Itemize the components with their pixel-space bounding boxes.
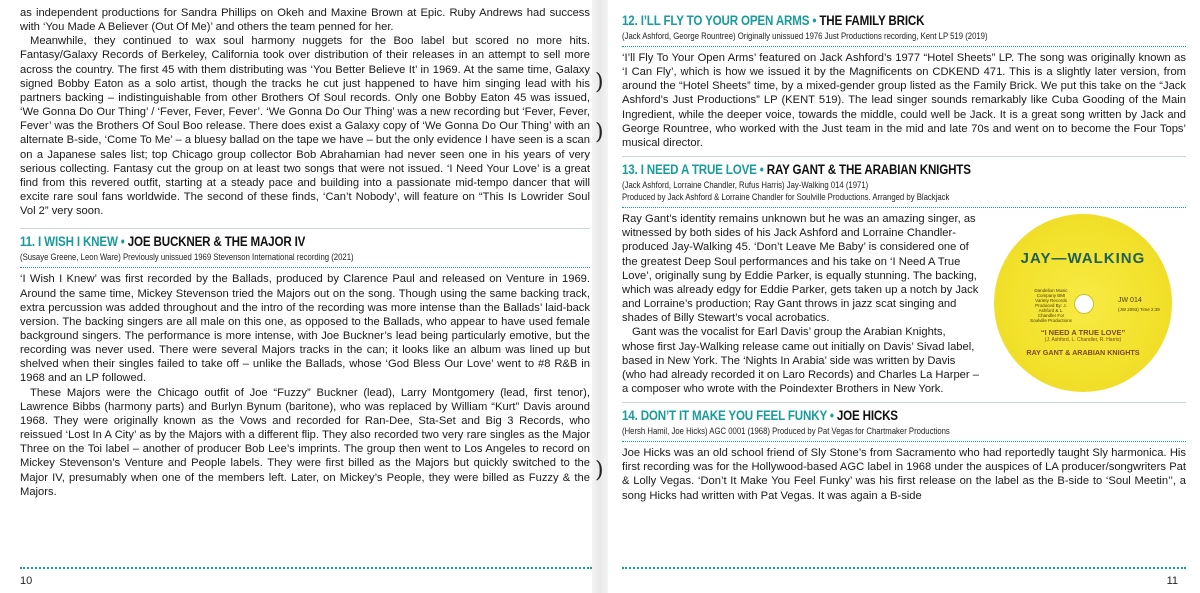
page-number: 11 xyxy=(1166,575,1178,587)
gutter-bracket: ) xyxy=(595,458,604,483)
track-production-credit: Produced by Jack Ashford & Lorraine Chandler for Soulville Productions. Arranged by Blackjack xyxy=(622,192,950,203)
track-artist: JOE BUCKNER & THE MAJOR IV xyxy=(127,234,306,250)
bullet: • xyxy=(120,234,125,250)
body-paragraph: Meanwhile, they continued to wax soul harmony nuggets for the Boo label but scored no more hits. Fantasy/Galaxy Records of Berkeley, California took over distribution of their releases in an attempt to sell more across the country. The first 45 with them distributing was ‘You Better Believe It’ in 1969. At the same time, Galaxy signed Bobby Eaton as a solo artist, though the tracks he cut just happened to have him singing lead with his partners backing – indistinguishable from other Brothers Of Soul records. Only one Bobby Eaton 45 was issued, ‘We Gonna Do Our Thing’ / ‘Fever, Fever, Fever’. ‘We Gonna Do Our Thing’ was a new recording but ‘Fever, Fever, Fever’ was the Brothers Of Soul Boo release. There does exist a Galaxy copy of ‘We Gonna Do Our Thing’ with an alternate B-side, ‘Come To Me’ – a bluesy ballad on the tape we have – but the only evidence I have seen is a scan on a Japanese sales list; top Chicago group collector Bob Abrahamian had never seen one in his years of very serious collecting. Fantasy cut the group on at least two songs that were not issued. ‘I Need Your Love’ is a great find from this revered outfit, starting at a steady pace and building into a passionate mid-tempo dancer that will excite rare soul fans worldwide. The second of these finds, ‘Can’t Nobody’, will feature on “This Is Lowrider Soul Vol 2” very soon. xyxy=(20,35,590,218)
footer-rule xyxy=(622,567,1186,569)
body-paragraph: Ray Gant’s identity remains unknown but he was an amazing singer, as witnessed by both sides of his Jack Ashford and Lorraine Chandler-produced Jay-Walking 45. ‘Don’t Leave Me Baby’ is considered one of the greatest Deep Soul performances and his take on ‘I Need A True Love’, originally sung by Eddie Parker, is equally stunning. The backing, which was already edgy for Eddie Parker, gets taken up a notch by Jack and Lorraine’s production; Ray Gant throws in jazz scat singing and shades of Billy Stewart’s vocal acrobatics. xyxy=(622,213,979,325)
body-paragraph: ‘I’ll Fly To Your Open Arms’ featured on Jack Ashford’s 1977 “Hotel Sheets” LP. The song was originally known as ‘I Can Fly’, which is how we issued it by the Magnificents on CDKEND 471. This is a slightly later version, from around the “Hotel Sheets” time, by a mixed-gender group listed as the Family Brick. We put this take on the “Jack Ashford’s Just Productions” LP (KENT 519). The lead singer sounds remarkably like Cuba Gooding of the Main Ingredient, while the deeper voice, towards the middle, could well be Jack. It is a great song written by Jack and George Rountree, who worked with the Just team in the mid and late 70s and went on to become the Four Tops’ musical director. xyxy=(622,52,1186,149)
track-heading xyxy=(20,228,590,263)
track-title: I’LL FLY TO YOUR OPEN ARMS xyxy=(640,13,810,28)
bullet: • xyxy=(812,13,817,28)
bullet: • xyxy=(759,162,764,178)
track-heading xyxy=(622,402,1186,437)
label-writers: (J. Ashford, L. Chandler, R. Harris) xyxy=(1044,337,1122,344)
track-title: I NEED A TRUE LOVE xyxy=(640,162,757,178)
bullet: • xyxy=(829,408,834,424)
track-artist: RAY GANT & THE ARABIAN KNIGHTS xyxy=(766,162,971,178)
track-number: 12. xyxy=(622,13,638,28)
record-label xyxy=(994,214,1172,392)
track-heading xyxy=(622,12,1186,42)
dotted-rule xyxy=(622,441,1186,442)
record-label-image xyxy=(986,214,1186,392)
track-credit: (Susaye Greene, Leon Ware) Previously unissued 1969 Stevenson International recording (2021) xyxy=(20,252,354,263)
track-number: 13. xyxy=(622,162,638,178)
body-paragraph: ‘I Wish I Knew’ was first recorded by the Ballads, produced by Clarence Paul and released on Venture in 1969. Around the same time, Mickey Stevenson tried the Majors out on the song. Though using the same backing track, extra percussion was added throughout and the intro of the recording was more intense than the Ballads’ laid-back version. The backing singers are all male on this one, as opposed to the Ballads, who appear to have used female background singers. The performance is more intense, with Joe Buckner’s lead being particularly emotive, but the recording was never used. There were several Majors tracks in the can; it looks like an album was lined up but shelved when their singles failed to take off – unlike the Ballads, whose ‘God Bless Our Love’ went to #8 R&B in 1968 and an LP followed. xyxy=(20,273,590,385)
track-heading xyxy=(622,156,1186,203)
track-title: DON’T IT MAKE YOU FEEL FUNKY xyxy=(640,408,827,424)
label-brand: JAY—WALKING xyxy=(1020,250,1146,268)
dotted-rule xyxy=(622,207,1186,208)
track-credit: (Hersh Hamil, Joe Hicks) AGC 0001 (1968) Produced by Pat Vegas for Chartmaker Productions xyxy=(622,426,950,437)
dotted-rule xyxy=(20,267,590,268)
track-credit: (Jack Ashford, George Rountree) Originally unissued 1976 Just Productions recording, Kent LP 519 (2019) xyxy=(622,31,988,41)
body-paragraph: These Majors were the Chicago outfit of Joe “Fuzzy” Buckner (lead), Larry Montgomery (lead, first tenor), Lawrence Bibbs (harmony parts) and Burlyn Bynum (baritone), who was replaced by William “Kurt” Davis around 1968. They were originally known as the Vows and recorded for Ran-Dee, Sta-Set and Big 3 Records, who reissued ‘Lost In A City’ as by the Majors with a different flip. They also recorded two very rare singles as the Major Three on the Toi label – another of producer Bob Lee’s imprints. The group then went to Los Angeles to record on Mickey Stevenson’s Venture and People labels. They were first billed as the Majors but quickly switched to the Major IV, presumably when one of the members left. Later, on Mickey’s People, they were billed as Fuzzy & the Majors. xyxy=(20,386,590,498)
label-catalog-small: (JW 2093) Time 2:39 xyxy=(1118,307,1160,313)
page-number: 10 xyxy=(20,575,33,587)
spindle-hole xyxy=(1074,294,1094,314)
track-artist: JOE HICKS xyxy=(836,408,898,424)
label-publisher: Dandelion Music Company BMI Variety Records Produced By: J. Ashford & L. Chandler For Soulville Productions xyxy=(1030,288,1072,324)
body-paragraph: Gant was the vocalist for Earl Davis’ group the Arabian Knights, whose first Jay-Walking release came out initially on Davis’ Sivad label, based in New York. The ‘Nights In Arabia’ side was written by Davis (who had already recorded it on Laro Records) and Charles La Harper – a composer who wrote with the Poindexter Brothers in New York. xyxy=(622,326,979,395)
track-number: 14. xyxy=(622,408,638,424)
track-credit: (Jack Ashford, Lorraine Chandler, Rufus Harris) Jay-Walking 014 (1971) xyxy=(622,180,869,191)
body-paragraph: Joe Hicks was an old school friend of Sly Stone’s from Sacramento who had reportedly taught Sly harmonica. His first recording was for the Hollywood-based AGC label in 1968 under the auspices of LA producer/songwriters Pat & Lolly Vegas. ‘Don’t It Make You Feel Funky’ was his first release on the label as the B-side to ‘Soul Meetin’’, a song Hicks had written with Pat Vegas. It was again a B-side xyxy=(622,447,1186,502)
track-title: I WISH I KNEW xyxy=(38,234,118,250)
gutter-bracket: ) xyxy=(595,70,604,95)
right-page xyxy=(600,0,1200,593)
track-number: 11. xyxy=(20,234,35,250)
track-artist: THE FAMILY BRICK xyxy=(819,13,925,28)
label-song-title: “I NEED A TRUE LOVE” xyxy=(1040,328,1126,338)
label-artist: RAY GANT & ARABIAN KNIGHTS xyxy=(1026,348,1140,358)
gutter-bracket: ) xyxy=(595,120,604,145)
footer-rule xyxy=(20,567,592,569)
body-paragraph: as independent productions for Sandra Phillips on Okeh and Maxine Brown at Epic. Ruby Andrews had success with ‘You Made A Believer (Out Of Me)’ and others the team penned for her. xyxy=(20,7,590,34)
label-catalog: JW 014 xyxy=(1118,297,1142,305)
dotted-rule xyxy=(622,46,1186,47)
